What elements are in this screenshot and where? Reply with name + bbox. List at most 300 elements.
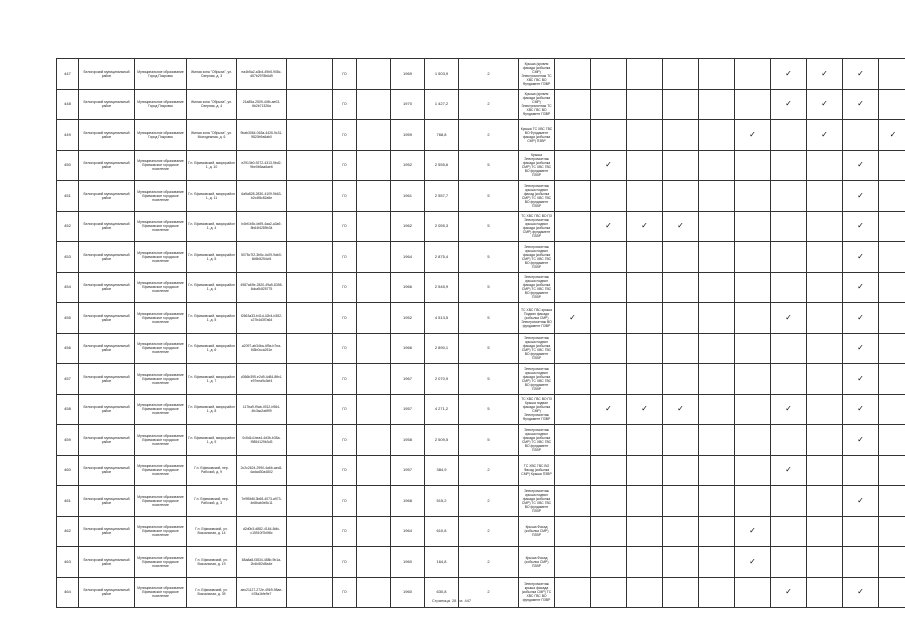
address-cell: Г.п. Ефимовский, микрорайон 1, д. 9 <box>187 425 237 456</box>
empty-check-cell <box>663 425 699 456</box>
guid-cell: d2d0b3-d882-4164-8dfc-c15910f7b0f8c <box>237 516 287 547</box>
district-cell: Белогорский муниципальный район <box>79 425 135 456</box>
empty-check-cell <box>591 425 627 456</box>
works-list-cell: Электромонтаж крыша подвал фасада (кобылка СМР) ТС ХВС ГВС ВО фундамент ПЗВР <box>519 272 555 303</box>
works-list-cell: Электромонтаж крыша подвал фасада (кобылка СМР) ТС ХВС ГВС ВО фундамент ПЗВР <box>519 333 555 364</box>
table-row <box>57 516 905 547</box>
works-list-cell: ТС ХВС ГВС ВО ПЗ Крыша подвал фасада (кобылка СМР) Электромонтаж Фундамент ПЗВР <box>519 394 555 425</box>
empty-check-cell <box>555 272 591 303</box>
check-mark-icon: ✓ <box>771 303 807 334</box>
row-number: 463 <box>57 547 79 578</box>
register-table <box>56 58 905 608</box>
year-cell: 1964 <box>391 242 425 273</box>
year-cell: 1952 <box>391 303 425 334</box>
year-cell: 1957 <box>391 455 425 486</box>
check-mark-icon: ✓ <box>735 516 771 547</box>
district-cell: Белогорский муниципальный район <box>79 242 135 273</box>
table-row <box>57 486 905 517</box>
check-mark-icon: ✓ <box>771 455 807 486</box>
empty-check-cell <box>555 242 591 273</box>
check-mark-icon: ✓ <box>663 211 699 242</box>
footer-total-pages: 447 <box>464 598 472 603</box>
register-table-sheet <box>56 58 897 608</box>
empty-check-cell <box>735 242 771 273</box>
empty-check-cell <box>627 150 663 181</box>
table-row <box>57 150 905 181</box>
empty-check-cell <box>879 364 905 395</box>
floors-cell: 2 <box>459 455 519 486</box>
area-cell: 2 555,6 <box>425 150 459 181</box>
empty-cell <box>287 486 333 517</box>
empty-check-cell <box>879 394 905 425</box>
empty-check-cell <box>699 425 735 456</box>
empty-check-cell <box>879 211 905 242</box>
works-list-cell: Электромонтаж крыша подвал фасада (кобылка СМР) ТС ХВС ГВС ВО фундамент ПЗВР <box>519 364 555 395</box>
empty-check-cell <box>699 333 735 364</box>
empty-cell <box>357 486 391 517</box>
guid-cell: ea4b5a2-a3b4-49b5-908c-d57b2978b6d9 <box>237 59 287 90</box>
empty-check-cell <box>555 516 591 547</box>
guid-cell: e2913b0-9272-4313-9bd2-9be0b5aa6ae6 <box>237 150 287 181</box>
table-row <box>57 181 905 212</box>
empty-check-cell <box>591 272 627 303</box>
empty-check-cell <box>807 242 843 273</box>
empty-check-cell <box>843 547 879 578</box>
municipality-cell: Муниципальное образование Ефимовское городское поселение <box>135 150 187 181</box>
year-cell: 1952 <box>391 150 425 181</box>
check-mark-icon: ✓ <box>555 303 591 334</box>
year-cell: 1958 <box>391 425 425 456</box>
empty-cell <box>287 455 333 486</box>
empty-check-cell <box>591 89 627 120</box>
floors-cell: 5 <box>459 211 519 242</box>
empty-check-cell <box>663 455 699 486</box>
empty-check-cell <box>699 455 735 486</box>
district-cell: Белогорский муниципальный район <box>79 303 135 334</box>
empty-check-cell <box>699 364 735 395</box>
floors-cell: 2 <box>459 516 519 547</box>
check-mark-icon: ✓ <box>843 364 879 395</box>
municipality-cell: Муниципальное образование Ефимовское городское поселение <box>135 516 187 547</box>
row-number: 450 <box>57 150 79 181</box>
empty-check-cell <box>555 425 591 456</box>
check-mark-icon: ✓ <box>843 486 879 517</box>
guid-cell: f2663a33-b41d-42b4-b352-c27b4d3f7a64 <box>237 303 287 334</box>
municipality-cell: Муниципальное образование Ефимовское городское поселение <box>135 486 187 517</box>
floors-cell: 5 <box>459 303 519 334</box>
empty-check-cell <box>663 333 699 364</box>
guid-cell: 117ba9-f9ab-4912-b984-4fc3ac2a6f99 <box>237 394 287 425</box>
ownership-form-cell: ГО <box>333 486 357 517</box>
empty-check-cell <box>879 89 905 120</box>
area-cell: 610,8 <box>425 516 459 547</box>
check-mark-icon: ✓ <box>879 120 905 151</box>
year-cell: 1960 <box>391 547 425 578</box>
empty-check-cell <box>591 333 627 364</box>
year-cell: 1960 <box>391 577 425 608</box>
check-mark-icon: ✓ <box>591 211 627 242</box>
check-mark-icon: ✓ <box>771 89 807 120</box>
empty-cell <box>287 120 333 151</box>
empty-check-cell <box>699 272 735 303</box>
guid-cell: 5075c7f2-3b5c-4c09-9ab0-6b5b5254cf4 <box>237 242 287 273</box>
row-number: 456 <box>57 333 79 364</box>
district-cell: Белогорский муниципальный район <box>79 181 135 212</box>
empty-check-cell <box>879 181 905 212</box>
register-table-body <box>57 59 905 608</box>
check-mark-icon: ✓ <box>843 89 879 120</box>
district-cell: Белогорский муниципальный район <box>79 120 135 151</box>
empty-check-cell <box>699 547 735 578</box>
area-cell: 2 545,9 <box>425 272 459 303</box>
check-mark-icon: ✓ <box>843 150 879 181</box>
footer-of-label: из <box>458 598 463 603</box>
empty-check-cell <box>627 333 663 364</box>
empty-check-cell <box>627 89 663 120</box>
empty-check-cell <box>591 455 627 486</box>
district-cell: Белогорский муниципальный район <box>79 150 135 181</box>
address-cell: Г.п. Ефимовский, микрорайон 1, д. 4 <box>187 211 237 242</box>
empty-cell <box>287 425 333 456</box>
address-cell: Г.п. Ефимовский, микрорайон 1, д. 4 <box>187 272 237 303</box>
empty-check-cell <box>591 59 627 90</box>
empty-check-cell <box>807 211 843 242</box>
year-cell: 1961 <box>391 181 425 212</box>
empty-check-cell <box>735 486 771 517</box>
empty-check-cell <box>735 333 771 364</box>
row-number: 453 <box>57 242 79 273</box>
empty-check-cell <box>735 272 771 303</box>
check-mark-icon: ✓ <box>771 394 807 425</box>
ownership-form-cell: ГО <box>333 303 357 334</box>
works-list-cell: Электромонтаж крыша подвал фасада (кобылка СМР) ТС ХВС ГВС ВО фундамент ПЗВР <box>519 425 555 456</box>
empty-check-cell <box>807 333 843 364</box>
row-number: 451 <box>57 181 79 212</box>
empty-check-cell <box>627 516 663 547</box>
empty-check-cell <box>699 120 735 151</box>
empty-check-cell <box>591 364 627 395</box>
guid-cell: 68a8a8-f3834-458b-9b1a-2b4b5f2d5a4e <box>237 547 287 578</box>
guid-cell: 4987a69e-2820-49a5-8398-6dca54f25775 <box>237 272 287 303</box>
empty-check-cell <box>663 364 699 395</box>
works-list-cell: ТС ХВС ГВС крыша Подвал фасада (кобылка СМР) Электромонтаж ВО фундамент ПЗВР <box>519 303 555 334</box>
empty-check-cell <box>879 59 905 90</box>
municipality-cell: Муниципальное образование Ефимовское городское поселение <box>135 211 187 242</box>
empty-check-cell <box>735 364 771 395</box>
area-cell: 2 055,3 <box>425 211 459 242</box>
municipality-cell: Муниципальное образование Город Покровск <box>135 89 187 120</box>
guid-cell: d366b395-e2d9-4d84-8fb4-e97eea9c3ef4 <box>237 364 287 395</box>
row-number: 452 <box>57 211 79 242</box>
district-cell: Белогорский муниципальный район <box>79 364 135 395</box>
empty-cell <box>287 364 333 395</box>
area-cell: 1 503,9 <box>425 59 459 90</box>
works-list-cell: ТС ХВС ГВС ВО ПЗ Электромонтаж крыша подвал фасада (кобылка СМР) фундамент ПЗВР <box>519 211 555 242</box>
table-row <box>57 59 905 90</box>
empty-check-cell <box>771 120 807 151</box>
table-row <box>57 333 905 364</box>
address-cell: Г.п. Ефимовский, микрорайон 1, д. 7 <box>187 364 237 395</box>
empty-cell <box>357 150 391 181</box>
floors-cell: 5 <box>459 150 519 181</box>
empty-cell <box>287 181 333 212</box>
empty-cell <box>287 211 333 242</box>
empty-cell <box>357 394 391 425</box>
municipality-cell: Муниципальное образование Город Покровск <box>135 59 187 90</box>
empty-check-cell <box>663 59 699 90</box>
empty-check-cell <box>591 120 627 151</box>
empty-check-cell <box>663 120 699 151</box>
municipality-cell: Муниципальное образование Ефимовское городское поселение <box>135 577 187 608</box>
ownership-form-cell: ГО <box>333 242 357 273</box>
page-footer <box>0 598 905 603</box>
address-cell: Г.п. Ефимовский, микрорайон 1, д. 8 <box>187 394 237 425</box>
address-cell: Г.п. Ефимовский, микрорайон 1, д. 6 <box>187 333 237 364</box>
empty-check-cell <box>699 486 735 517</box>
empty-check-cell <box>771 181 807 212</box>
check-mark-icon: ✓ <box>771 59 807 90</box>
address-cell: Г.п. Ефимовский, микрорайон 1, д. 5 <box>187 242 237 273</box>
row-number: 458 <box>57 394 79 425</box>
address-cell: Г.п. Ефимовский, ул. Вокзальная, д. 14 <box>187 516 237 547</box>
empty-cell <box>357 425 391 456</box>
address-cell: Жилая зона "Обрыха", ул. Молодежная, д. 6 <box>187 120 237 151</box>
empty-check-cell <box>879 242 905 273</box>
empty-check-cell <box>627 486 663 517</box>
empty-check-cell <box>555 181 591 212</box>
municipality-cell: Муниципальное образование Ефимовское городское поселение <box>135 181 187 212</box>
district-cell: Белогорский муниципальный район <box>79 516 135 547</box>
area-cell: 630,8 <box>425 577 459 608</box>
empty-check-cell <box>699 242 735 273</box>
check-mark-icon: ✓ <box>735 120 771 151</box>
municipality-cell: Муниципальное образование Город Покровск <box>135 120 187 151</box>
empty-cell <box>357 181 391 212</box>
empty-check-cell <box>771 516 807 547</box>
ownership-form-cell: ГО <box>333 547 357 578</box>
floors-cell: 2 <box>459 577 519 608</box>
empty-cell <box>357 59 391 90</box>
floors-cell: 5 <box>459 425 519 456</box>
area-cell: 4 513,5 <box>425 303 459 334</box>
municipality-cell: Муниципальное образование Ефимовское городское поселение <box>135 394 187 425</box>
empty-cell <box>287 516 333 547</box>
empty-check-cell <box>771 242 807 273</box>
empty-check-cell <box>663 272 699 303</box>
year-cell: 1966 <box>391 333 425 364</box>
ownership-form-cell: ГО <box>333 120 357 151</box>
area-cell: 768,8 <box>425 120 459 151</box>
empty-check-cell <box>807 394 843 425</box>
empty-check-cell <box>879 516 905 547</box>
ownership-form-cell: ГО <box>333 181 357 212</box>
empty-check-cell <box>807 272 843 303</box>
works-list-cell: Крыша Электромонтаж фасада (кобылка СМР) ТС ХВС ГВС ВО фундамент ПЗВР <box>519 150 555 181</box>
table-row <box>57 364 905 395</box>
empty-check-cell <box>699 59 735 90</box>
empty-check-cell <box>555 120 591 151</box>
empty-check-cell <box>879 150 905 181</box>
empty-check-cell <box>699 89 735 120</box>
empty-check-cell <box>699 150 735 181</box>
empty-check-cell <box>879 333 905 364</box>
empty-check-cell <box>699 394 735 425</box>
empty-check-cell <box>735 303 771 334</box>
ownership-form-cell: ГО <box>333 333 357 364</box>
municipality-cell: Муниципальное образование Ефимовское городское поселение <box>135 242 187 273</box>
area-cell: 515,2 <box>425 486 459 517</box>
empty-check-cell <box>699 516 735 547</box>
check-mark-icon: ✓ <box>843 333 879 364</box>
empty-check-cell <box>663 486 699 517</box>
empty-check-cell <box>555 394 591 425</box>
row-number: 459 <box>57 425 79 456</box>
empty-check-cell <box>771 364 807 395</box>
row-number: 461 <box>57 486 79 517</box>
ownership-form-cell: ГО <box>333 150 357 181</box>
year-cell: 1968 <box>391 486 425 517</box>
empty-cell <box>287 547 333 578</box>
address-cell: Г.п. Ефимовский, микрорайон 1, д. 11 <box>187 181 237 212</box>
check-mark-icon: ✓ <box>591 394 627 425</box>
guid-cell: 6a5a828-2830-4109-9b63-b2c4f8c82a5e <box>237 181 287 212</box>
empty-cell <box>287 59 333 90</box>
district-cell: Белогорский муниципальный район <box>79 486 135 517</box>
ownership-form-cell: ГО <box>333 455 357 486</box>
district-cell: Белогорский муниципальный район <box>79 89 135 120</box>
floors-cell: 5 <box>459 394 519 425</box>
empty-check-cell <box>555 547 591 578</box>
floors-cell: 2 <box>459 120 519 151</box>
empty-cell <box>287 333 333 364</box>
empty-check-cell <box>807 516 843 547</box>
ownership-form-cell: ГО <box>333 211 357 242</box>
check-mark-icon: ✓ <box>735 547 771 578</box>
empty-check-cell <box>771 425 807 456</box>
empty-check-cell <box>771 333 807 364</box>
municipality-cell: Муниципальное образование Ефимовское городское поселение <box>135 455 187 486</box>
floors-cell: 5 <box>459 242 519 273</box>
municipality-cell: Муниципальное образование Ефимовское городское поселение <box>135 303 187 334</box>
empty-check-cell <box>771 486 807 517</box>
footer-page-label: Страница <box>431 598 450 603</box>
row-number: 460 <box>57 455 79 486</box>
empty-cell <box>287 150 333 181</box>
check-mark-icon: ✓ <box>807 120 843 151</box>
empty-check-cell <box>843 516 879 547</box>
empty-check-cell <box>735 394 771 425</box>
municipality-cell: Муниципальное образование Ефимовское городское поселение <box>135 547 187 578</box>
check-mark-icon: ✓ <box>627 211 663 242</box>
empty-check-cell <box>663 242 699 273</box>
empty-cell <box>357 211 391 242</box>
guid-cell: b4bf1b5c-fa99-4aa2-a3a9-8b64f4289b34 <box>237 211 287 242</box>
works-list-cell: Электромонтаж крыша подвал фасада (кобылка СМР) ТС ХВС ГВС ВО фундамент ПЗВР <box>519 242 555 273</box>
empty-check-cell <box>879 486 905 517</box>
empty-check-cell <box>627 425 663 456</box>
empty-check-cell <box>735 211 771 242</box>
check-mark-icon: ✓ <box>843 59 879 90</box>
works-list-cell: Крыша Фасад (кобылка СМР) ПЗВР <box>519 547 555 578</box>
check-mark-icon: ✓ <box>807 89 843 120</box>
empty-check-cell <box>735 59 771 90</box>
address-cell: Г.п. Ефимовский, ул. Вокзальная, д. 39 <box>187 577 237 608</box>
empty-check-cell <box>735 425 771 456</box>
municipality-cell: Муниципальное образование Ефимовское городское поселение <box>135 272 187 303</box>
floors-cell: 2 <box>459 547 519 578</box>
empty-check-cell <box>591 516 627 547</box>
year-cell: 1959 <box>391 120 425 151</box>
check-mark-icon: ✓ <box>807 59 843 90</box>
check-mark-icon: ✓ <box>843 272 879 303</box>
table-row <box>57 120 905 151</box>
table-row <box>57 211 905 242</box>
empty-check-cell <box>735 89 771 120</box>
district-cell: Белогорский муниципальный район <box>79 333 135 364</box>
row-number: 464 <box>57 577 79 608</box>
empty-check-cell <box>771 150 807 181</box>
works-list-cell: Крыша (кровля фасада (кобылка СМР) Электромонтаж ТС ХВС ГВС ВО Фундамент ПЗВР <box>519 89 555 120</box>
empty-cell <box>287 303 333 334</box>
empty-check-cell <box>555 89 591 120</box>
empty-check-cell <box>663 303 699 334</box>
table-row <box>57 394 905 425</box>
empty-check-cell <box>591 181 627 212</box>
empty-cell <box>357 89 391 120</box>
empty-check-cell <box>699 211 735 242</box>
works-list-cell: Электромонтаж крыша фасада (кобылка СМР) ТС ХВС ГВС ВО фундамент ПЗВР <box>519 577 555 608</box>
district-cell: Белогорский муниципальный район <box>79 455 135 486</box>
year-cell: 1970 <box>391 89 425 120</box>
area-cell: 2 890,1 <box>425 333 459 364</box>
check-mark-icon: ✓ <box>843 425 879 456</box>
empty-check-cell <box>663 547 699 578</box>
year-cell: 1967 <box>391 364 425 395</box>
table-row <box>57 89 905 120</box>
floors-cell: 5 <box>459 272 519 303</box>
works-list-cell: ТС ХВС ГВС ВО Фасад (кобылка СМР) Крыша ПЗВР <box>519 455 555 486</box>
check-mark-icon: ✓ <box>663 394 699 425</box>
empty-check-cell <box>591 242 627 273</box>
empty-check-cell <box>555 211 591 242</box>
area-cell: 2 875,4 <box>425 242 459 273</box>
empty-check-cell <box>879 455 905 486</box>
address-cell: Жилая зона "Обрыха", ул. Озерная, д. 4 <box>187 89 237 120</box>
address-cell: Г.п. Ефимовский, пер. Рабочий, д. 3 <box>187 486 237 517</box>
check-mark-icon: ✓ <box>843 577 879 608</box>
area-cell: 164,8 <box>425 547 459 578</box>
ownership-form-cell: ГО <box>333 516 357 547</box>
empty-check-cell <box>879 547 905 578</box>
floors-cell: 5 <box>459 333 519 364</box>
footer-current-page: 28 <box>451 598 457 603</box>
district-cell: Белогорский муниципальный район <box>79 577 135 608</box>
works-list-cell: Крыша ТС ХВС ГВС ВО Фундамент фасада (кобылка СМР) ПЗВР <box>519 120 555 151</box>
empty-check-cell <box>627 303 663 334</box>
address-cell: Г.п. Ефимовский, ул. Вокзальная, д. 19 <box>187 547 237 578</box>
empty-check-cell <box>807 364 843 395</box>
empty-check-cell <box>627 272 663 303</box>
check-mark-icon: ✓ <box>591 150 627 181</box>
row-number: 454 <box>57 272 79 303</box>
row-number: 455 <box>57 303 79 334</box>
check-mark-icon: ✓ <box>843 394 879 425</box>
works-list-cell: Крыша (кровля фасада (кобылка СМР) Электромонтаж ТС ХВС ГВС ВО Фундамент ПЗВР <box>519 59 555 90</box>
empty-check-cell <box>843 120 879 151</box>
empty-check-cell <box>663 181 699 212</box>
row-number: 448 <box>57 89 79 120</box>
year-cell: 1969 <box>391 59 425 90</box>
